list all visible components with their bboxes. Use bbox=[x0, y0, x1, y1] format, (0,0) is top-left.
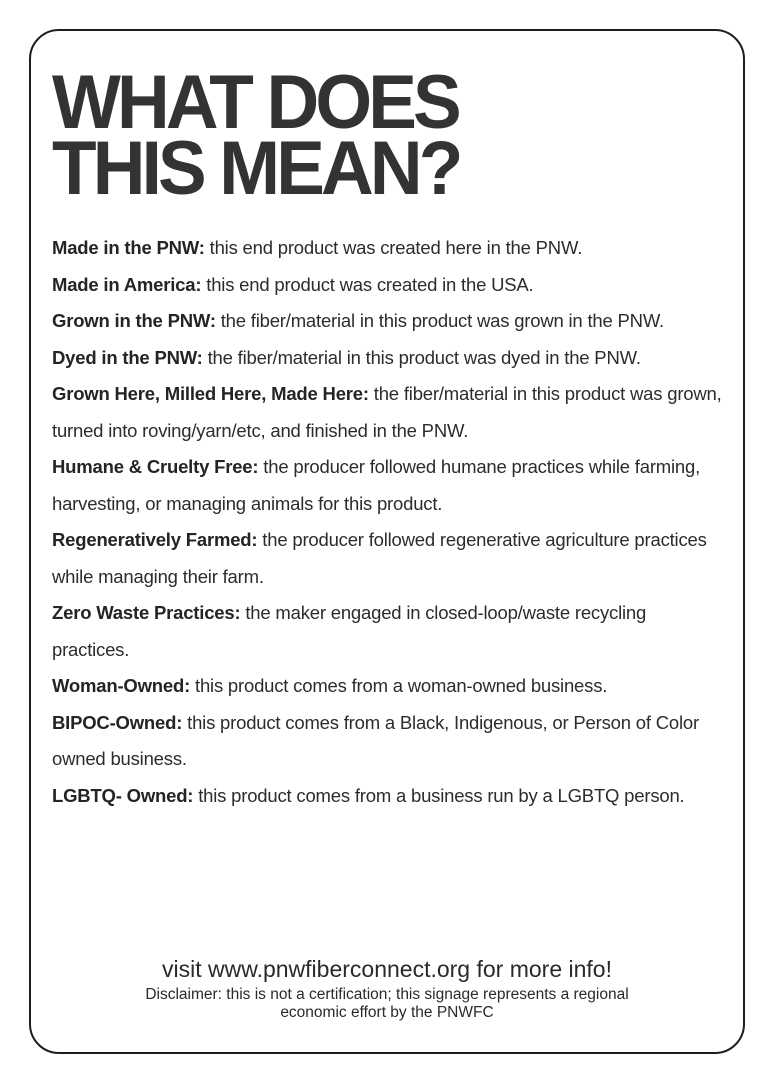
definition-text: the producer followed humane practices while farming, harvesting, or managing animals for this product. bbox=[52, 456, 701, 514]
definition-item bbox=[52, 230, 728, 267]
definition-item bbox=[52, 668, 728, 705]
definition-term: LGBTQ- Owned: bbox=[52, 784, 194, 806]
definition-item bbox=[52, 340, 728, 377]
definition-term: Grown Here, Milled Here, Made Here: bbox=[52, 383, 369, 404]
definition-term: Grown in the PNW: bbox=[52, 310, 216, 331]
definition-item bbox=[52, 376, 728, 449]
website-link-text: visit www.pnwfiberconnect.org for more info! bbox=[162, 956, 612, 982]
definition-term: Dyed in the PNW: bbox=[52, 346, 203, 368]
definition-text: this end product was created in the USA. bbox=[201, 273, 534, 295]
definition-item bbox=[52, 778, 728, 815]
definition-item bbox=[52, 705, 728, 778]
definition-term: Regeneratively Farmed: bbox=[52, 529, 258, 550]
definition-text: this product comes from a woman-owned business. bbox=[190, 675, 608, 696]
definition-text: the maker engaged in closed-loop/waste recycling practices. bbox=[52, 602, 647, 660]
definition-term: Made in the PNW: bbox=[52, 237, 205, 258]
definition-term: Zero Waste Practices: bbox=[52, 602, 241, 623]
definition-text: this product comes from a business run by a LGBTQ person. bbox=[193, 784, 685, 806]
definition-item bbox=[52, 303, 728, 340]
definition-text: the producer followed regenerative agriculture practices while managing their farm. bbox=[52, 529, 707, 587]
definition-text: this product comes from a Black, Indigenous, or Person of Color owned business. bbox=[52, 711, 699, 769]
definition-text: the fiber/material in this product was grown, turned into roving/yarn/etc, and finished in the PNW. bbox=[52, 383, 722, 441]
definition-item bbox=[52, 522, 728, 595]
definition-item bbox=[52, 267, 728, 304]
definition-item bbox=[52, 595, 728, 668]
definition-list bbox=[52, 230, 728, 814]
definition-item bbox=[52, 449, 728, 522]
definition-text: this end product was created here in the PNW. bbox=[204, 237, 583, 258]
definition-term: Woman-Owned: bbox=[52, 675, 191, 696]
definition-term: Humane & Cruelty Free: bbox=[52, 456, 259, 477]
page-title: WHAT DOES THIS MEAN? bbox=[52, 60, 460, 211]
definition-term: Made in America: bbox=[52, 273, 202, 295]
definition-text: the fiber/material in this product was dyed in the PNW. bbox=[202, 346, 641, 368]
definition-text: the fiber/material in this product was grown in the PNW. bbox=[215, 310, 664, 331]
disclaimer-text: Disclaimer: this is not a certification; this signage represents a regional economic effort by the PNWFC bbox=[145, 986, 629, 1021]
definition-term: BIPOC-Owned: bbox=[52, 711, 183, 733]
